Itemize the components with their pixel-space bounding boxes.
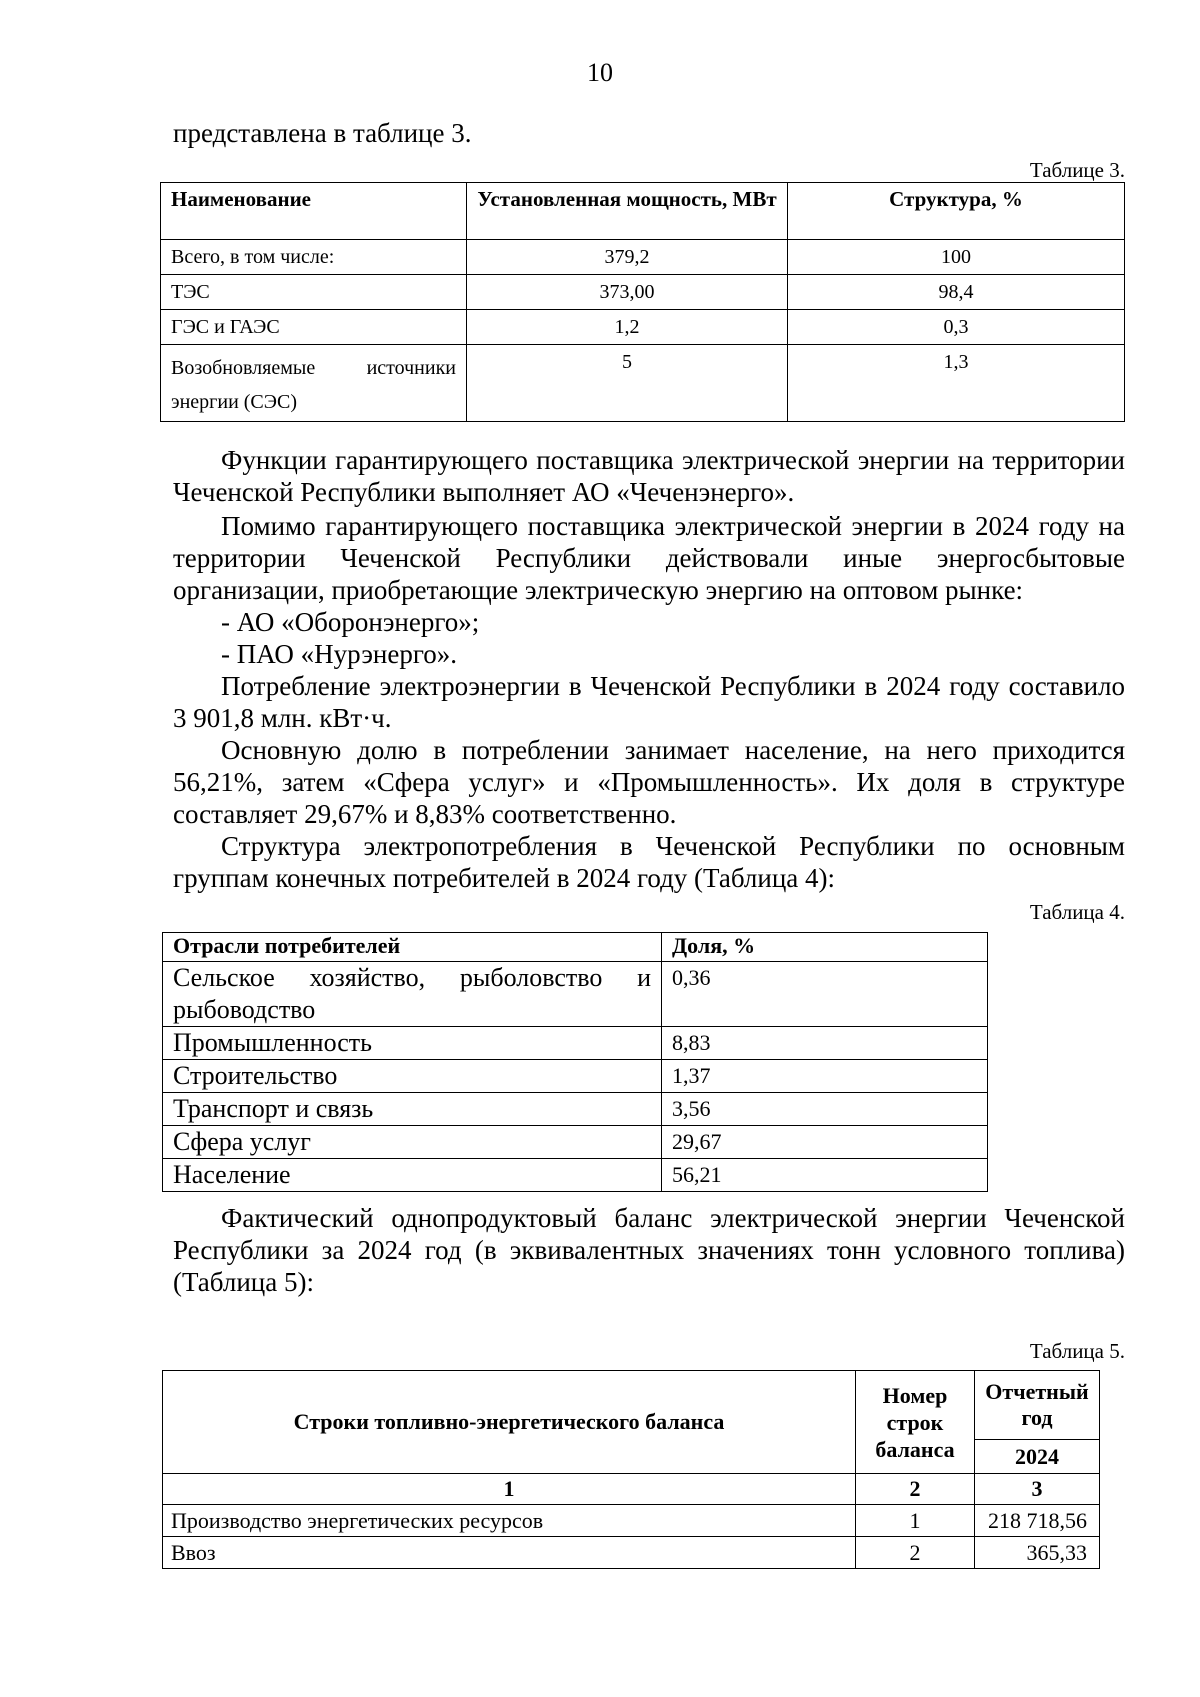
table4-header-row xyxy=(163,933,988,962)
table3-cell: 98,4 xyxy=(788,275,1125,310)
paragraph-guaranteeing-supplier: Функции гарантирующего поставщика электрической энергии на территории Чеченской Республики выполняет АО «Чеченэнерго». xyxy=(173,445,1125,507)
table3-caption: Таблице 3. xyxy=(1029,158,1125,182)
table5-cell: 218 718,56 xyxy=(975,1505,1100,1537)
table3-header-row xyxy=(161,183,1125,240)
table-row xyxy=(163,1126,988,1159)
table3-cell: 5 xyxy=(467,345,788,422)
table4-cell: 1,37 xyxy=(662,1060,988,1093)
table3-cell: 1,2 xyxy=(467,310,788,345)
table4-caption: Таблица 4. xyxy=(1029,900,1125,924)
table5-header-rows: Строки топливно-энергетического баланса xyxy=(163,1371,856,1474)
table4-header-share: Доля, % xyxy=(662,933,988,962)
table5-header-year: Отчетный год xyxy=(975,1371,1100,1440)
table5-colnum: 1 xyxy=(163,1474,856,1505)
table4-cell: Сельское хозяйство, рыболовство и рыбоводство xyxy=(163,962,662,1027)
page-number: 10 xyxy=(587,58,613,87)
list-item: - ПАО «Нурэнерго». xyxy=(221,639,457,669)
table4-cell: Население xyxy=(163,1159,662,1192)
table4-cell: Транспорт и связь xyxy=(163,1093,662,1126)
table4-cell: 29,67 xyxy=(662,1126,988,1159)
paragraph-consumption-share: Основную долю в потреблении занимает население, на него приходится 56,21%, затем «Сфера услуг» и «Промышленность». Их доля в структуре составляет 29,67% и 8,83% соответственно. xyxy=(173,735,1125,829)
table3-cell: 373,00 xyxy=(467,275,788,310)
table3-cell: 379,2 xyxy=(467,240,788,275)
table5-cell: Ввоз xyxy=(163,1537,856,1569)
table4 xyxy=(162,932,988,1192)
table-row xyxy=(163,1060,988,1093)
table-row xyxy=(161,345,1125,422)
paragraph-structure-intro: Структура электропотребления в Чеченской Республики по основным группам конечных потребителей в 2024 году (Таблица 4): xyxy=(173,831,1125,893)
table5 xyxy=(162,1370,1100,1569)
table5-cell: Производство энергетических ресурсов xyxy=(163,1505,856,1537)
table3-cell: 100 xyxy=(788,240,1125,275)
table-row xyxy=(161,275,1125,310)
table-row xyxy=(163,962,988,1027)
table-row xyxy=(161,240,1125,275)
table-row xyxy=(163,1093,988,1126)
table4-cell: Промышленность xyxy=(163,1027,662,1060)
table3-cell: 1,3 xyxy=(788,345,1125,422)
table3-header-name: Наименование xyxy=(161,183,467,240)
intro-text: представлена в таблице 3. xyxy=(173,118,472,148)
table3-cell xyxy=(161,345,467,422)
table4-cell: 0,36 xyxy=(662,962,988,1027)
table5-header-number: Номер строк баланса xyxy=(856,1371,975,1474)
paragraph-other-suppliers: Помимо гарантирующего поставщика электрической энергии в 2024 году на территории Чеченской Республики действовали иные энергосбытовые организации, приобретающие электрическую энергию на оптовом рынке: xyxy=(173,511,1125,605)
table5-header-year-value: 2024 xyxy=(975,1440,1100,1474)
table4-cell: 56,21 xyxy=(662,1159,988,1192)
table-row xyxy=(161,310,1125,345)
table3-cell: Всего, в том числе: xyxy=(161,240,467,275)
paragraph-consumption: Потребление электроэнергии в Чеченской Республики в 2024 году составило 3 901,8 млн. кВт·ч. xyxy=(173,671,1125,733)
table4-cell: Строительство xyxy=(163,1060,662,1093)
table3-cell: ГЭС и ГАЭС xyxy=(161,310,467,345)
table5-colnum: 3 xyxy=(975,1474,1100,1505)
table3-renewables-line1: Возобновляемые источники xyxy=(171,357,456,379)
table-row xyxy=(163,1537,1100,1569)
table5-cell: 2 xyxy=(856,1537,975,1569)
table4-cell: Сфера услуг xyxy=(163,1126,662,1159)
table5-caption: Таблица 5. xyxy=(1029,1339,1125,1363)
table3-cell: ТЭС xyxy=(161,275,467,310)
list-item: - АО «Оборонэнерго»; xyxy=(221,607,480,637)
table4-cell: 8,83 xyxy=(662,1027,988,1060)
table3-header-capacity: Установленная мощность, МВт xyxy=(467,183,788,240)
table3-renewables-line2: энергии (СЭС) xyxy=(171,391,297,413)
table-row xyxy=(163,1027,988,1060)
table-row xyxy=(163,1505,1100,1537)
paragraph-balance-intro: Фактический однопродуктовый баланс электрической энергии Чеченской Республики за 2024 год (в эквивалентных значениях тонн условного топлива) (Таблица 5): xyxy=(173,1203,1125,1297)
table5-column-numbers xyxy=(163,1474,1100,1505)
table4-header-sector: Отрасли потребителей xyxy=(163,933,662,962)
table3 xyxy=(160,182,1125,422)
table4-cell: 3,56 xyxy=(662,1093,988,1126)
table3-cell: 0,3 xyxy=(788,310,1125,345)
table5-cell: 1 xyxy=(856,1505,975,1537)
table5-cell: 365,33 xyxy=(975,1537,1100,1569)
table3-header-share: Структура, % xyxy=(788,183,1125,240)
table5-colnum: 2 xyxy=(856,1474,975,1505)
table5-header-row xyxy=(163,1371,1100,1440)
table-row xyxy=(163,1159,988,1192)
